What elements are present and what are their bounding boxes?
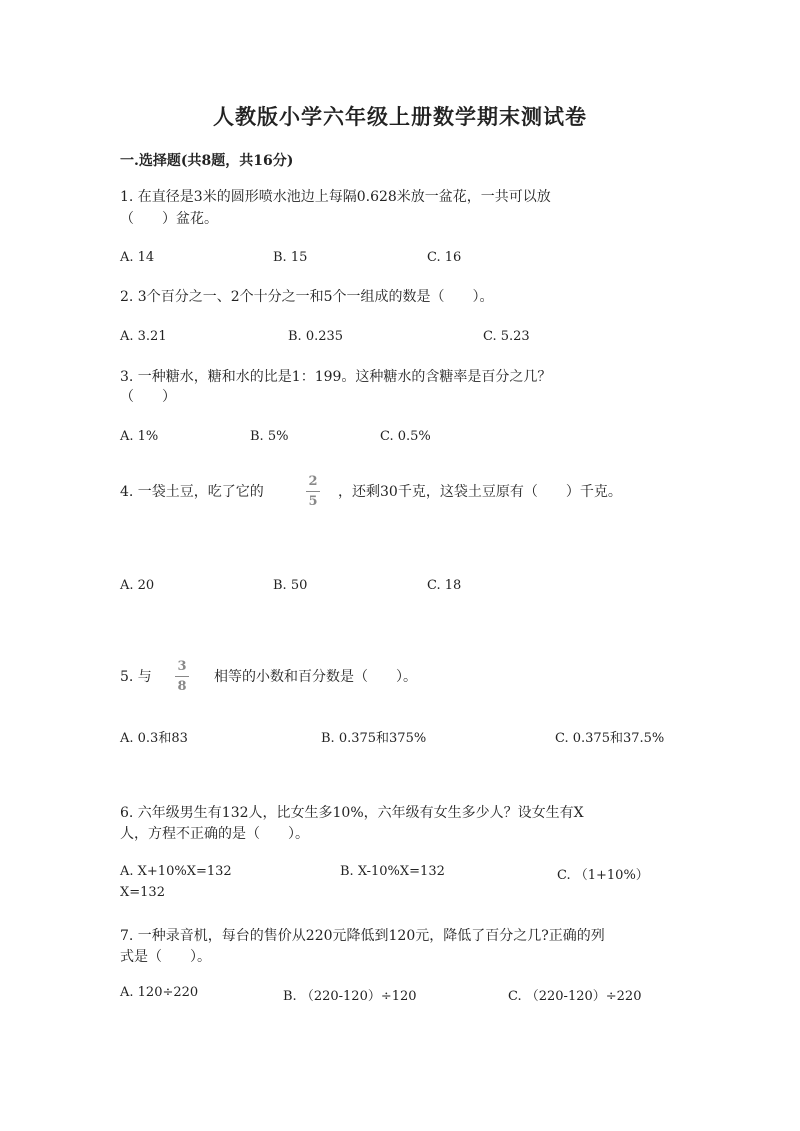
question-3-line-2: （ ） xyxy=(120,389,176,405)
question-5-fraction-numerator: 3 xyxy=(177,659,187,674)
question-6-option-b: B. X-10%X=132 xyxy=(340,864,445,879)
question-3-option-c: C. 0.5% xyxy=(380,429,431,444)
section-heading: 一.选择题(共8题，共16分) xyxy=(120,153,294,169)
question-4-option-b: B. 50 xyxy=(273,578,308,593)
question-4-fraction xyxy=(303,474,323,509)
question-4-option-a: A. 20 xyxy=(120,578,155,593)
page-title: 人教版小学六年级上册数学期末测试卷 xyxy=(213,104,587,129)
question-6-option-c-continued: X=132 xyxy=(120,885,165,900)
question-7-option-b: B. （220-120）÷120 xyxy=(283,989,417,1004)
question-1-option-c: C. 16 xyxy=(427,250,462,265)
question-4-fraction-numerator: 2 xyxy=(308,474,318,489)
question-3-line-1: 3. 一种糖水，糖和水的比是1：199。这种糖水的含糖率是百分之几？ xyxy=(120,369,552,385)
question-5-suffix: 相等的小数和百分数是（ ）。 xyxy=(214,669,417,685)
question-5-option-c: C. 0.375和37.5% xyxy=(555,731,665,746)
question-5-fraction xyxy=(172,659,192,694)
question-3-option-b: B. 5% xyxy=(250,429,289,444)
question-5-fraction-denominator: 8 xyxy=(177,679,187,694)
question-6-option-c: C. （1+10%） xyxy=(557,868,649,883)
question-2-line-1: 2. 3个百分之一、2个十分之一和5个一组成的数是（ ）。 xyxy=(120,289,494,305)
question-4-suffix: ，还剩30千克，这袋土豆原有（ ）千克。 xyxy=(338,484,622,500)
question-4-prefix: 4. 一袋土豆，吃了它的 xyxy=(120,484,264,500)
question-6-option-a: A. X+10%X=132 xyxy=(120,864,232,879)
question-3-option-a: A. 1% xyxy=(120,429,159,444)
question-5-prefix: 5. 与 xyxy=(120,669,152,685)
question-7-line-1: 7. 一种录音机，每台的售价从220元降低到120元，降低了百分之几?正确的列 xyxy=(120,928,605,944)
question-5-option-a: A. 0.3和83 xyxy=(120,731,188,746)
question-1-option-b: B. 15 xyxy=(273,250,308,265)
question-2-option-b: B. 0.235 xyxy=(288,329,344,344)
question-1-line-1: 1. 在直径是3米的圆形喷水池边上每隔0.628米放一盆花，一共可以放 xyxy=(120,189,551,205)
question-4-option-c: C. 18 xyxy=(427,578,462,593)
question-7-option-c: C. （220-120）÷220 xyxy=(508,989,642,1004)
question-4-fraction-denominator: 5 xyxy=(308,494,318,509)
question-1-option-a: A. 14 xyxy=(120,250,155,265)
question-6-line-1: 6. 六年级男生有132人，比女生多10%，六年级有女生多少人？设女生有X xyxy=(120,805,584,821)
question-5-option-b: B. 0.375和375% xyxy=(321,731,427,746)
question-7-line-2: 式是（ ）。 xyxy=(120,949,211,965)
fraction-bar xyxy=(306,491,320,492)
question-2-option-c: C. 5.23 xyxy=(483,329,530,344)
question-2-option-a: A. 3.21 xyxy=(120,329,167,344)
fraction-bar xyxy=(175,676,189,677)
question-1-line-2: （ ）盆花。 xyxy=(120,211,218,227)
question-6-line-2: 人，方程不正确的是（ ）。 xyxy=(120,826,309,842)
question-7-option-a: A. 120÷220 xyxy=(120,985,199,1000)
